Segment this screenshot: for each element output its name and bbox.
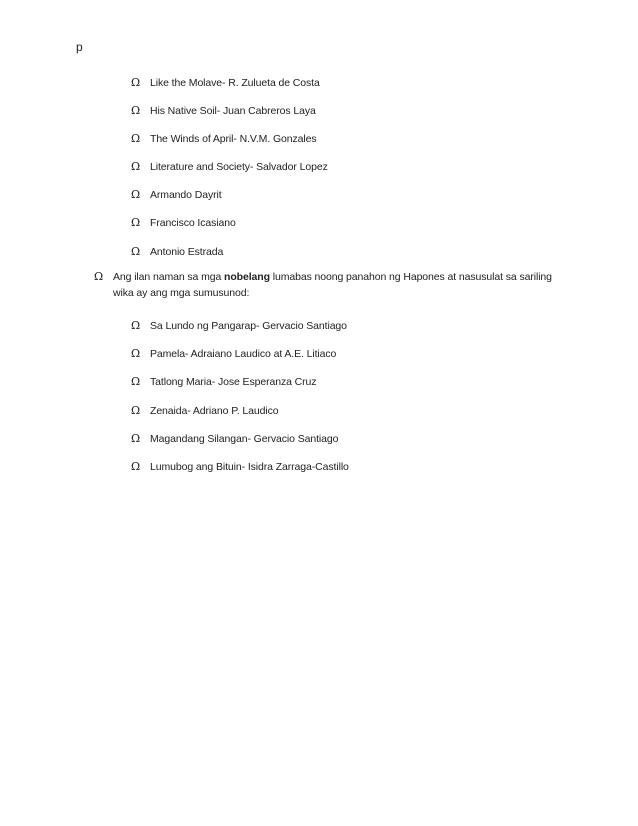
list-item-text: Armando Dayrit [150, 189, 222, 201]
list-item-text: Literature and Society- Salvador Lopez [150, 161, 328, 173]
list-item-text: The Winds of April- N.V.M. Gonzales [150, 133, 317, 145]
omega-bullet-icon: Ω [131, 460, 141, 473]
omega-bullet-icon: Ω [131, 104, 141, 117]
paragraph-text [113, 269, 564, 301]
list-item-text: Lumubog ang Bituin- Isidra Zarraga-Castillo [150, 461, 349, 473]
paragraph-bold-word: nobelang [224, 271, 270, 283]
omega-bullet-icon: Ω [131, 188, 141, 201]
list-item-text: Tatlong Maria- Jose Esperanza Cruz [150, 376, 317, 388]
paragraph-item [94, 269, 564, 301]
list-item-text: His Native Soil- Juan Cabreros Laya [150, 105, 316, 117]
omega-bullet-icon: Ω [131, 76, 141, 89]
omega-bullet-icon: Ω [131, 347, 141, 360]
paragraph-text-end: lumabas noong panahon ng Hapones at nasusulat sa sariling wika ay ang mga sumusunod: [113, 271, 552, 299]
list-item-text: Antonio Estrada [150, 246, 224, 258]
list-item-text: Magandang Silangan- Gervacio Santiago [150, 433, 339, 445]
omega-bullet-icon: Ω [131, 132, 141, 145]
omega-bullet-icon: Ω [131, 160, 141, 173]
omega-bullet-icon: Ω [131, 375, 141, 388]
list-item-text: Zenaida- Adriano P. Laudico [150, 405, 279, 417]
omega-bullet-icon: Ω [131, 404, 141, 417]
list-item-text: Pamela- Adraiano Laudico at A.E. Litiaco [150, 348, 337, 360]
omega-bullet-icon: Ω [94, 270, 104, 283]
omega-bullet-icon: Ω [131, 216, 141, 229]
paragraph-text-start: Ang ilan naman sa mga [113, 271, 225, 283]
omega-bullet-icon: Ω [131, 432, 141, 445]
list-item-text: Sa Lundo ng Pangarap- Gervacio Santiago [150, 320, 347, 332]
stray-character: p [76, 40, 83, 54]
list-item-text: Like the Molave- R. Zulueta de Costa [150, 77, 320, 89]
omega-bullet-icon: Ω [131, 319, 141, 332]
list-item-text: Francisco Icasiano [150, 217, 236, 229]
omega-bullet-icon: Ω [131, 245, 141, 258]
